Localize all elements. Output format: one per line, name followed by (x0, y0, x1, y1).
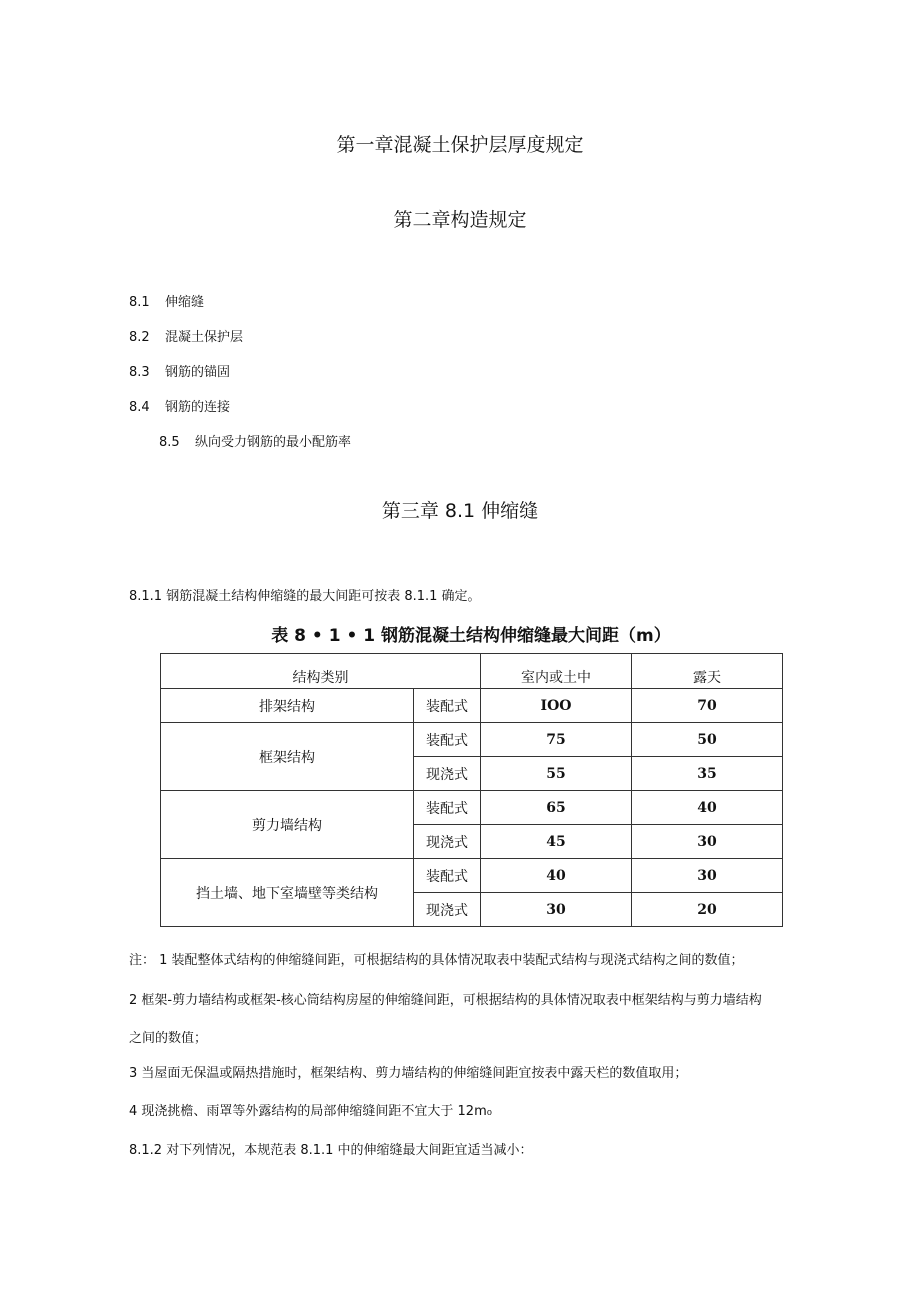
table-caption: 表 8 • 1 • 1 钢筋混凝土结构伸缩缝最大间距（m） (271, 626, 671, 646)
type-cell: 现浇式 (414, 825, 481, 859)
indoor-value: IOO (481, 689, 632, 723)
toc-number: 8.1 (129, 295, 150, 310)
table-row (161, 723, 783, 757)
toc-number: 8.2 (129, 330, 150, 345)
header-outdoor: 露天 (632, 654, 783, 689)
chapter-3-title: 第三章 8.1 伸缩缝 (381, 500, 539, 522)
category-cell: 排架结构 (161, 689, 414, 723)
toc-item-8-4 (129, 396, 230, 415)
header-indoor: 室内或土中 (481, 654, 632, 689)
note-1: 注： 1 装配整体式结构的伸缩缝间距，可根据结构的具体情况取表中装配式结构与现浇式结构之间的数值； (129, 953, 744, 968)
category-cell: 框架结构 (161, 723, 414, 791)
category-cell: 挡土墙、地下室墙壁等类结构 (161, 859, 414, 927)
toc-title: 混凝土保护层 (165, 330, 244, 345)
toc-title: 钢筋的锚固 (165, 365, 231, 380)
toc-number: 8.4 (129, 400, 150, 415)
table-row (161, 859, 783, 893)
outdoor-value: 40 (632, 791, 783, 825)
outdoor-value: 70 (632, 689, 783, 723)
type-cell: 现浇式 (414, 893, 481, 927)
indoor-value: 75 (481, 723, 632, 757)
outdoor-value: 35 (632, 757, 783, 791)
table-row (161, 689, 783, 723)
note-3: 3 当屋面无保温或隔热措施时，框架结构、剪力墙结构的伸缩缝间距宜按表中露天栏的数值取用； (129, 1066, 688, 1081)
indoor-value: 65 (481, 791, 632, 825)
toc-title: 伸缩缝 (165, 295, 205, 310)
type-cell: 现浇式 (414, 757, 481, 791)
indoor-value: 55 (481, 757, 632, 791)
note-2: 2 框架-剪力墙结构或框架-核心筒结构房屋的伸缩缝间距，可根据结构的具体情况取表中框架结构与剪力墙结构 (129, 993, 762, 1008)
toc-number: 8.5 (159, 435, 180, 450)
expansion-joint-table (160, 653, 783, 927)
chapter-2-title: 第二章构造规定 (393, 209, 527, 231)
category-cell: 剪力墙结构 (161, 791, 414, 859)
outdoor-value: 30 (632, 825, 783, 859)
table-row (161, 791, 783, 825)
outdoor-value: 20 (632, 893, 783, 927)
note-2-continued: 之间的数值； (129, 1031, 208, 1046)
toc-item-8-3 (129, 361, 230, 380)
toc-item-8-1 (129, 291, 204, 310)
clause-8-1-1: 8.1.1 钢筋混凝土结构伸缩缝的最大间距可按表 8.1.1 确定。 (129, 589, 481, 604)
indoor-value: 40 (481, 859, 632, 893)
type-cell: 装配式 (414, 859, 481, 893)
chapter-1-title: 第一章混凝土保护层厚度规定 (336, 134, 584, 156)
indoor-value: 30 (481, 893, 632, 927)
outdoor-value: 30 (632, 859, 783, 893)
outdoor-value: 50 (632, 723, 783, 757)
clause-8-1-2: 8.1.2 对下列情况，本规范表 8.1.1 中的伸缩缝最大间距宜适当减小： (129, 1143, 533, 1158)
toc-item-8-5 (159, 431, 351, 450)
toc-title: 钢筋的连接 (165, 400, 231, 415)
toc-item-8-2 (129, 326, 243, 345)
toc-number: 8.3 (129, 365, 150, 380)
note-4: 4 现浇挑檐、雨罩等外露结构的局部伸缩缝间距不宜大于 12m₀ (129, 1104, 492, 1119)
toc-title: 纵向受力钢筋的最小配筋率 (195, 435, 352, 450)
header-structure-type: 结构类别 (161, 654, 481, 689)
table-header-row (161, 654, 783, 689)
type-cell: 装配式 (414, 723, 481, 757)
type-cell: 装配式 (414, 689, 481, 723)
type-cell: 装配式 (414, 791, 481, 825)
indoor-value: 45 (481, 825, 632, 859)
